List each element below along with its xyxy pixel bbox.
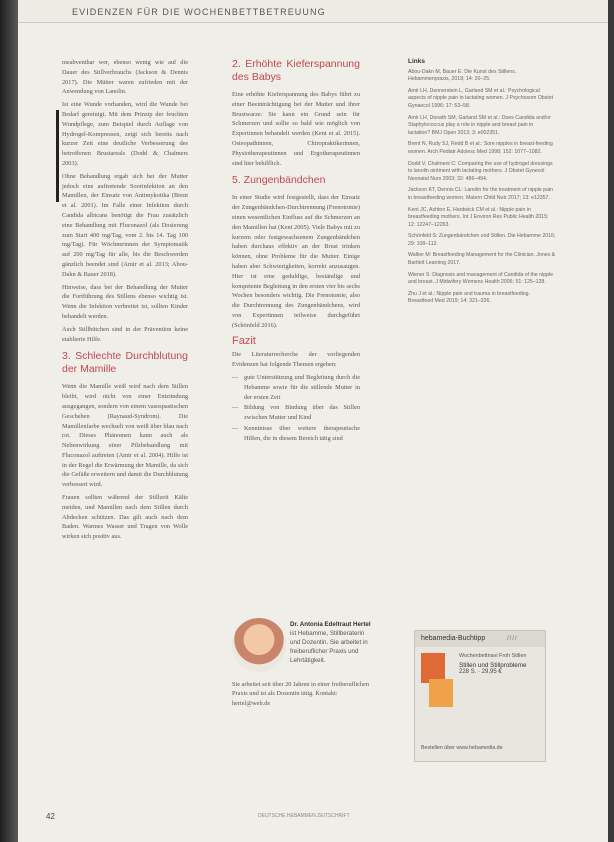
paragraph: Eine erhöhte Kieferspannung des Babys führt zu einer Beeinträchtigung bei der Mutter und ihrer Brustwarze. Sie kann ein Grund sein für Schmerzen und sollte so bald wie möglich von Expertinnen behandelt werden (Kent et al. 2015). Osteopathinnen, Chiropraktikerinnen, Physiotherapeutinnen und Ergotherapeutinnen sind hier behilflich. xyxy=(232,91,360,167)
fazit-list xyxy=(232,373,360,444)
author-photo xyxy=(232,618,286,672)
header-title: EVIDENZEN FÜR DIE WOCHENBETTBETREUUNG xyxy=(72,7,326,17)
literature-entry: Abou-Dakn M, Bauer E: Die Kunst des Stillens. Hebammenpraxis, 2018; 14: 20–25. xyxy=(408,68,517,83)
literature-entry: Kent JC, Ashton E, Hardwick CM et al.: Nipple pain in breastfeeding mothers. Int J Environ Res Public Health 2015; 12: 12247–12263. xyxy=(408,206,549,228)
fazit-heading: Fazit xyxy=(232,334,256,347)
literature-entry: Jackson KT, Dennis CL: Lanolin for the treatment of nipple pain in breastfeeding women. Matern Child Nutr 2017; 13: e12357. xyxy=(408,187,554,201)
paragraph: Frauen sollten während der Stillzeit Kälte meiden, und Mamillen nach dem Stillen durch Abdecken schützen. Das gilt auch nach dem Baden. Warmes Wasser und Tragen von Wolle wirken sich positiv aus. xyxy=(62,494,188,541)
margin-rule xyxy=(56,110,59,202)
literature-entry: Dodd V, Chalmers C: Comparing the use of hydrogel dressings to lanolin ointment with lactating mothers. J Obstet Gynecol Neonatal Nurs 2003; 32: 486–494. xyxy=(408,160,553,182)
footer-text: DEUTSCHE HEBAMMEN ZEITSCHRIFT xyxy=(258,813,350,819)
list-item: — gute Unterstützung und Begleitung durch die Hebamme sowie für die stillende Mutter in der ersten Zeit xyxy=(232,373,360,402)
literature-title: Links xyxy=(408,58,425,65)
literature-entry: Amir LH, Donath SM, Garland SM et al.: Does Candida and/or Staphylococcus play a role in nipple and breast pain in lactation? BMJ Open 2013; 3: e002351. xyxy=(408,114,551,136)
author-text xyxy=(290,620,374,665)
ad-logo-icon: //// xyxy=(507,636,518,642)
column-2 xyxy=(232,58,360,445)
ad-line: Wochenbettnavi Froh Stillen xyxy=(459,653,527,659)
header-band xyxy=(18,0,608,23)
binding-shadow xyxy=(0,0,18,842)
literature-entry: Wiener S: Diagnosis and management of Candida of the nipple and breast. J Midwifery Womens Health 2006; 51: 125–128. xyxy=(408,271,554,286)
book-ad[interactable] xyxy=(414,630,546,762)
ad-text xyxy=(459,653,539,677)
literature-entry: Zhu J et al.: Nipple pain and trauma in breastfeeding. Breastfeed Med 2019; 14: 321–326. xyxy=(408,290,530,305)
section-heading-3: 3. Schlechte Durchblutung der Mamille xyxy=(62,350,188,376)
list-item: — Bildung von Bindung über das Stillen zwischen Mutter und Kind xyxy=(232,403,360,423)
book-cover-image xyxy=(429,679,453,707)
author-bio: ist Hebamme, Stillberaterin und Dozentin. Sie arbeitet in freiberuflicher Praxis und Lehrtätigkeit. xyxy=(290,630,368,664)
literature-list xyxy=(408,58,556,310)
section-heading-2: 2. Erhöhte Kieferspannung des Babys xyxy=(232,58,360,83)
literature-entry: Amir LH, Dennerstein L, Garland SM et al.: Psychological aspects of nipple pain in lactating women. J Psychosom Obstet Gynaecol 1996; 17: 53–58. xyxy=(408,87,554,109)
literature-entry: Brent N, Rudy SJ, Redd B et al.: Sore nipples in breast-feeding women. Arch Pediatr Adolesc Med 1998; 152: 1077–1082. xyxy=(408,141,553,155)
ad-header xyxy=(415,631,545,647)
magazine-page xyxy=(18,0,608,842)
ad-price: 228 S. · 29,95 € xyxy=(459,669,502,676)
paragraph: meabventhar wer, ebenso wenig wie auf die Dauer des Stillverbrauchs (Jackson & Dennis 2017). Die Mütter waren zufrieden mit der Anwendung von Lanolin. xyxy=(62,59,188,96)
author-name: Dr. Antonia Edeltraut Hertel xyxy=(290,621,371,628)
list-item: — Kenntnisse über weitere therapeutische Hilfen, die in diesem Bereich tätig sind xyxy=(232,424,360,444)
ad-link[interactable]: Bestellen über www.hebamedia.de xyxy=(421,745,503,751)
paragraph: Hinweise, dass bei der Behandlung der Mutter die Fortführung des Stillens ebenso wichtig ist. Wenn die Infektion verbreitet ist, sollten Kinder behandelt werden. xyxy=(62,283,188,320)
paragraph: Wenn die Mamille weiß wird nach dem Stillen bleibt, wird nicht von einer Entzündung ausgegangen, sondern von einem vasospastischen Geschehen (Raynaud-Syndrom). Die Mamillenfarbe wechselt von weiß über blau nach rot. Dieses Phänomen kann auch als Nebenwirkung einer Pilzbehandlung mit Fluconazol auftreten (Amir et al. 2004). Hilfe ist in der Regel die Erwärmung der Mamille, da sich die Gefäße erweitern und damit die Durchblutung verbessert wird. xyxy=(62,383,188,489)
ad-book-title: Stillen und Stillprobleme xyxy=(459,662,527,670)
author-more: Sie arbeitet seit über 20 Jahren in einer freiberuflichen Praxis und ist als Dozentin tätig. Kontakt: hertel@web.de xyxy=(232,681,370,707)
page-number: 42 xyxy=(46,812,55,821)
literature-entry: Schönfeld S: Zungenbändchen und Stillen. Die Hebamme 2016; 29: 108–112. xyxy=(408,233,556,247)
ad-title: hebamedia-Buchtipp xyxy=(421,635,486,642)
fazit-intro: Die Literaturrecherche der vorliegenden Evidenzen hat folgende Themen ergeben: xyxy=(232,351,360,369)
paragraph: Ist eine Wunde vorhanden, wird die Wunde bei Bedarf gereinigt. Mit dem Prinzip der feuchten Wundpflege, zum Beispiel durch Auflage von Hydrogel-Kompressen, zeigt sich bereits nach kurzer Zeit eine deutliche Verbesserung des betroffenen Brustareals (Dodd & Chalmers 2003). xyxy=(62,101,188,167)
paragraph: Auch Stillhütchen sind in der Prävention keine etablierte Hilfe. xyxy=(62,325,188,343)
section-heading-5: 5. Zungenbändchen xyxy=(232,174,326,187)
paragraph: In einer Studie wird festgestellt, dass der Einsatz der Zungenbändchen-Durchtrennung (Frenotomie) einen wesentlichen Einfluss auf die Schmerzen an den Mamillen hat (Kent 2005). Viele Babys mit zu kurzem oder festgewachsenem Zungenbändchen haben durchaus effektiv an der Brust trinken können, ohne Probleme für die Mutter. Einige haben aber Schwierigkeiten, korrekt anzusaugen. Hier ist eine geduldige, beständige und kompetente Begleitung in den ersten vier bis sechs Wochen besonders wichtig. Die Frenotomie, also die Durchtrennung des Zungenbändchens, wird von Expertinnen teilweise durchgeführt (Schönfeld 2016). xyxy=(232,194,360,329)
literature-entry: Walker M: Breastfeeding Management for the Clinician. Jones & Bartlett Learning 2017. xyxy=(408,252,556,267)
paragraph: Ohne Behandlung ergab sich bei der Mutter jedoch eine auftretende Soorinfektion an den Mamillen, der Einsatz von Antimykotika (Brent et al. 2001). Im Falle einer Infektion durch Candida albicans benötigt die Frau zusätzlich eine Behandlung mit Fluconazol (als Dosierung zum Start 400 mg/Tag, vom 2. bis 14. Tag 100 mg/Tag). Für Wöchnerinnen der Symptomatik auf 200 mg/Tag für alle, bis die Beschwerden gänzlich beendet sind (Amir et al. 2013; Abou-Dakn & Bauer 2018). xyxy=(62,172,188,278)
column-1 xyxy=(62,58,188,545)
